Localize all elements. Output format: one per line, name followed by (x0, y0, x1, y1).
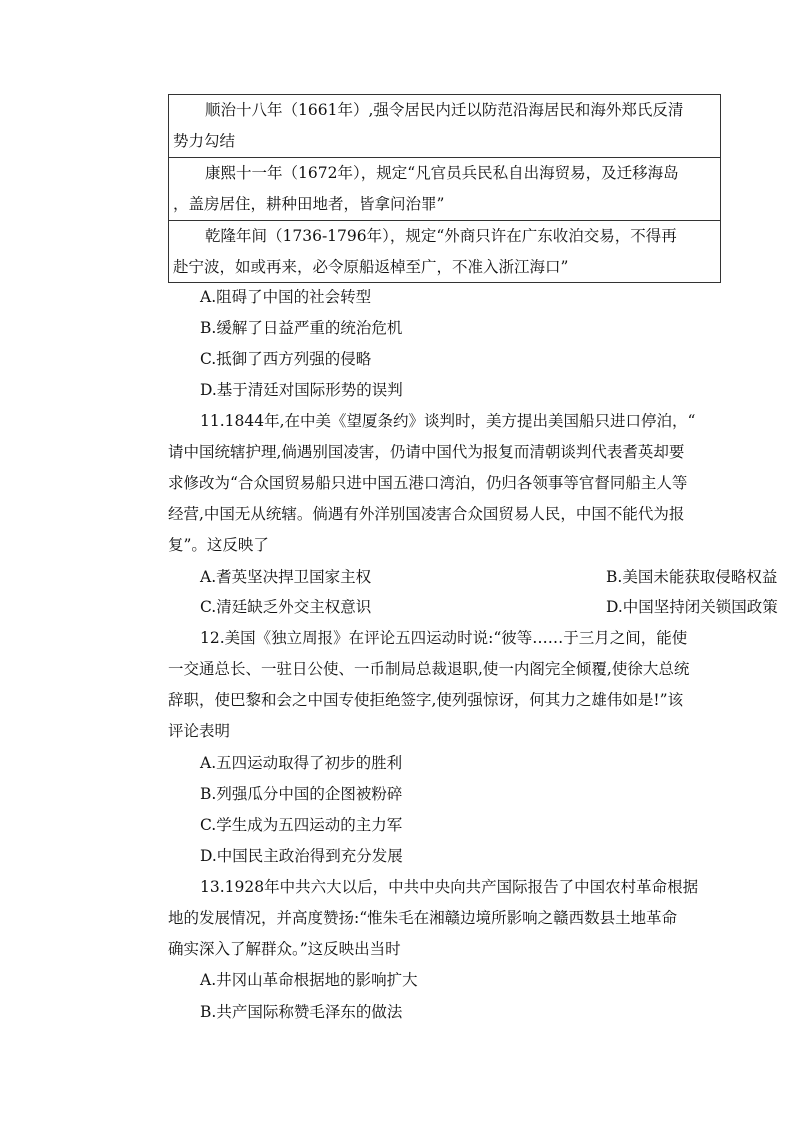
q13-stem-line: 确实深入了解群众。”这反映出当时 (168, 940, 401, 958)
q11-option-c[interactable]: C.清廷缺乏外交主权意识 (200, 598, 372, 616)
table-cell-line: ，盖房居住，耕种田地者，皆拿问治罪” (173, 195, 445, 213)
table-row (169, 221, 720, 282)
q12-option-c[interactable]: C.学生成为五四运动的主力军 (200, 816, 403, 834)
q10-option-d[interactable]: D.基于清廷对国际形势的误判 (200, 381, 403, 399)
q11-option-d[interactable]: D.中国坚持闭关锁国政策 (606, 598, 778, 616)
q11-options-row-1 (200, 567, 778, 587)
q10-option-a[interactable]: A.阻碍了中国的社会转型 (200, 288, 372, 306)
policy-table (168, 94, 721, 283)
table-cell-line: 赴宁波，如或再来，必令原船返棹至广，不准入浙江海口” (173, 258, 569, 276)
q13-stem-line: 地的发展情况，并高度赞扬:“惟朱毛在湘赣边境所影响之赣西数县土地革命 (168, 909, 678, 927)
table-cell-line: 康熙十一年（1672年），规定“凡官员兵民私自出海贸易，及迁移海岛 (205, 164, 679, 182)
q11-stem-line: 经营,中国无从统辖。倘遇有外洋别国凌害合众国贸易人民，中国不能代为报 (168, 505, 685, 523)
table-cell-line: 顺治十八年（1661年）,强令居民内迁以防范沿海居民和海外郑氏反清 (205, 101, 684, 119)
table-cell-line: 势力勾结 (173, 132, 236, 150)
q11-stem-line: 复”。这反映了 (168, 536, 269, 554)
q11-options-row-2 (200, 597, 778, 617)
q11-stem-line: 求修改为“合众国贸易船只进中国五港口湾泊，仍归各领事等官督同船主人等 (168, 474, 688, 492)
q12-option-d[interactable]: D.中国民主政治得到充分发展 (200, 847, 403, 865)
q13-option-a[interactable]: A.井冈山革命根据地的影响扩大 (200, 971, 418, 989)
q10-option-b[interactable]: B.缓解了日益严重的统治危机 (200, 319, 403, 337)
q12-stem-line: 评论表明 (168, 722, 231, 740)
q12-stem-line: 辞职，使巴黎和会之中国专使拒绝签字,使列强惊讶，何其力之雄伟如是!”该 (168, 691, 684, 709)
q10-option-c[interactable]: C.抵御了西方列强的侵略 (200, 350, 372, 368)
q11-stem-line: 请中国统辖护理,倘遇别国凌害，仍请中国代为报复而清朝谈判代表耆英却要 (168, 443, 685, 461)
table-row (169, 158, 720, 221)
q13-option-b[interactable]: B.共产国际称赞毛泽东的做法 (200, 1003, 403, 1021)
table-row (169, 95, 720, 158)
q12-option-a[interactable]: A.五四运动取得了初步的胜利 (200, 754, 403, 772)
q12-option-b[interactable]: B.列强瓜分中国的企图被粉碎 (200, 785, 403, 803)
q11-option-b[interactable]: B.美国未能获取侵略权益 (606, 568, 778, 586)
table-cell-line: 乾隆年间（1736-1796年），规定“外商只许在广东收泊交易，不得再 (205, 227, 677, 245)
q11-option-a[interactable]: A.耆英坚决捍卫国家主权 (200, 568, 372, 586)
q11-stem-line: 11.1844年,在中美《望厦条约》谈判时，美方提出美国船只进口停泊，“ (200, 412, 696, 430)
q12-stem-line: 一交通总长、一驻日公使、一币制局总裁退职,使一内阁完全倾覆,使徐大总统 (168, 660, 690, 678)
q13-stem-line: 13.1928年中共六大以后，中共中央向共产国际报告了中国农村革命根据 (200, 878, 699, 896)
q12-stem-line: 12.美国《独立周报》在评论五四运动时说:“彼等……于三月之间，能使 (200, 629, 688, 647)
